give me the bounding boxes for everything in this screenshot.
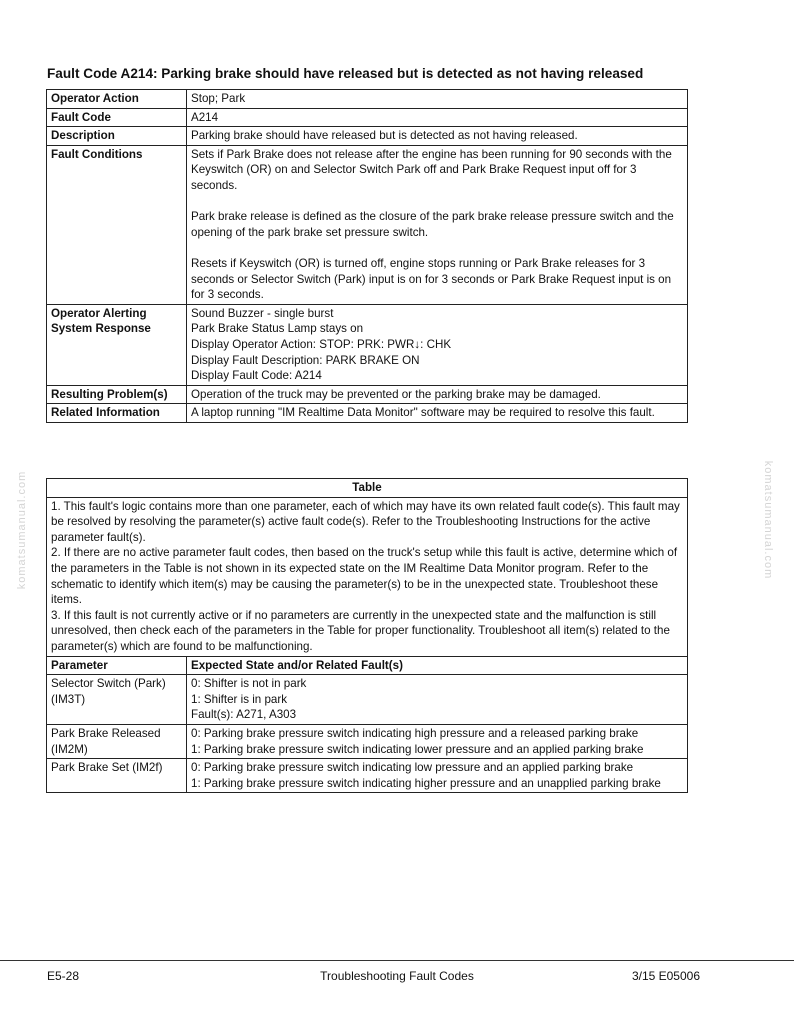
related-information-value: A laptop running "IM Realtime Data Monitor" software may be required to resolve this fault. [187,404,688,423]
table-row [47,479,688,498]
operator-alerting-value [187,304,688,385]
table-row [47,497,688,656]
fault-code-value: A214 [187,108,688,127]
parameter-name-line: Park Brake Set (IM2f) [51,761,163,775]
note-item: 3. If this fault is not currently active or if no parameters are currently in the unexpected state and the malfunction is still unresolved, then check each of the parameters in the Table for proper functionality. Troubleshoot all item(s) related to the parameter(s) which are found to be malfunctioning. [51,608,670,653]
alerting-line: Display Fault Description: PARK BRAKE ON [191,353,420,367]
note-item: 1. This fault's logic contains more than one parameter, each of which may have its own related fault code(s). This fault may be resolved by resolving the parameter(s) active fault code(s). Refer to the Troubleshooting Instructions for the active parameter fault(s). [51,499,680,544]
table-row [47,108,688,127]
parameter-table [46,478,688,793]
page-heading: Fault Code A214: Parking brake should have released but is detected as not having released [47,66,644,81]
watermark-right: komatsumanual.com [762,460,774,580]
parameter-name [47,724,187,758]
operator-alerting-label [47,304,187,385]
table-row [47,385,688,404]
parameter-name [47,675,187,725]
operator-alerting-label-line: Operator Alerting [51,306,147,320]
table-row [47,404,688,423]
expected-state-line: 0: Shifter is not in park [191,677,307,691]
table-row [47,675,688,725]
parameter-name-line: Selector Switch (Park) [51,677,166,691]
description-label: Description [47,127,187,146]
table-row [47,90,688,109]
table-row [47,127,688,146]
expected-state-line: 0: Parking brake pressure switch indicating high pressure and a released parking brake [191,726,639,740]
alerting-line: Sound Buzzer - single burst [191,306,334,320]
resulting-problems-value: Operation of the truck may be prevented or the parking brake may be damaged. [187,385,688,404]
expected-state [187,724,688,758]
table-row [47,304,688,385]
alerting-line: Display Fault Code: A214 [191,369,322,383]
expected-state-line: 1: Shifter is in park [191,692,288,706]
table-row [47,724,688,758]
fault-info-table [46,89,688,423]
table-row [47,759,688,793]
fault-code-label: Fault Code [47,108,187,127]
expected-state [187,675,688,725]
expected-state-line: 1: Parking brake pressure switch indicating higher pressure and an unapplied parking brake [191,776,661,790]
operator-action-value: Stop; Park [187,90,688,109]
fault-conditions-paragraph: Resets if Keyswitch (OR) is turned off, engine stops running or Park Brake releases for 3 seconds or Selector Switch (Park) input is on for 3 seconds or Park Brake Request input is on for 3 seconds. [191,256,672,302]
fault-conditions-label: Fault Conditions [47,145,187,304]
table-row [47,656,688,675]
expected-state [187,759,688,793]
fault-conditions-paragraph: Sets if Park Brake does not release after the engine has been running for 90 seconds with the Keyswitch (OR) on and Selector Switch Park off and Park Brake Request input off for 3 seconds. [191,147,672,192]
operator-alerting-label-line: System Response [51,322,151,336]
note-item: 2. If there are no active parameter fault codes, then based on the truck's setup while this fault is active, determine which of the parameters in the Table is not shown in its expected state on the IM Realtime Data Monitor program. Refer to the schematic to identify which item(s) may be causing the parameter(s) to be in the unexpected state. Troubleshoot these items. [51,546,678,607]
description-value: Parking brake should have released but is detected as not having released. [187,127,688,146]
footer-divider [0,960,794,961]
operator-action-label: Operator Action [47,90,187,109]
table-row [47,145,688,304]
fault-conditions-paragraph: Park brake release is defined as the closure of the park brake release pressure switch and the opening of the park brake set pressure switch. [191,210,674,239]
expected-state-line: 0: Parking brake pressure switch indicating low pressure and an applied parking brake [191,761,634,775]
fault-conditions-value [187,145,688,304]
footer-doc-code: 3/15 E05006 [631,969,700,983]
parameter-name [47,759,187,793]
resulting-problems-label: Resulting Problem(s) [47,385,187,404]
parameter-table-notes [47,497,688,656]
footer-section-title: Troubleshooting Fault Codes [320,969,474,983]
parameter-name-line: (IM2M) [51,742,88,756]
alerting-line: Display Operator Action: STOP: PRK: PWR↓: CHK [191,337,452,351]
alerting-line: Park Brake Status Lamp stays on [191,322,364,336]
expected-state-line: Fault(s): A271, A303 [191,708,297,722]
expected-state-line: 1: Parking brake pressure switch indicating lower pressure and an applied parking brake [191,742,644,756]
column-header-parameter: Parameter [47,656,187,675]
watermark-left: komatsumanual.com [16,470,28,590]
parameter-name-line: Park Brake Released [51,726,161,740]
column-header-expected: Expected State and/or Related Fault(s) [187,656,688,675]
related-information-label: Related Information [47,404,187,423]
parameter-table-title: Table [47,479,688,498]
parameter-name-line: (IM3T) [51,692,86,706]
footer-page-number: E5-28 [47,969,80,983]
